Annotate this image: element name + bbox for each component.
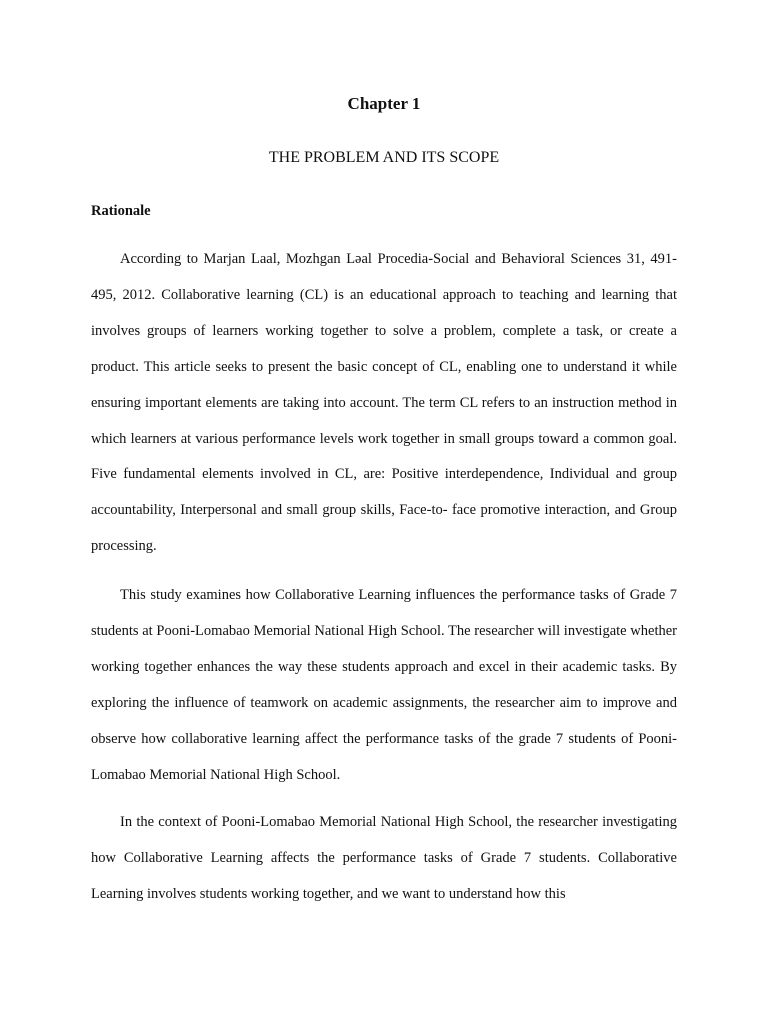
paragraph [91, 805, 677, 913]
paragraph-text: This study examines how Collaborative Learning influences the performance tasks of Grade 7 students at Pooni-Lomabao Memorial National High School. The researcher will investigate whether working together enhances the way these students approach and excel in their academic tasks. By exploring the influence of teamwork on academic assignments, the researcher aim to improve and observe how collaborative learning affect the performance tasks of the grade 7 students of Pooni-Lomabao Memorial National High School. [91, 587, 677, 783]
paragraph-text: In the context of Pooni-Lomabao Memorial National High School, the researcher investigating how Collaborative Learning affects the performance tasks of Grade 7 students. Collaborative Learning involves students working together, and we want to understand how this [91, 814, 677, 902]
paragraph [91, 242, 677, 565]
chapter-label: Chapter 1 [347, 94, 421, 113]
chapter-title: THE PROBLEM AND ITS SCOPE [268, 149, 500, 166]
paragraph-text: According to Marjan Laal, Mozhgan Ləal Procedia-Social and Behavioral Sciences 31, 491-495, 2012. Collaborative learning (CL) is an educational approach to teaching and learning that involves groups of learners working together to solve a problem, complete a task, or create a product. This article seeks to present the basic concept of CL, enabling one to understand it while ensuring important elements are taking into account. The term CL refers to an instruction method in which learners at various performance levels work together in small groups toward a common goal. Five fundamental elements involved in CL, are: Positive interdependence, Individual and group accountability, Interpersonal and small group skills, Face-to- face promotive interaction, and Group processing. [91, 251, 677, 555]
paragraph [91, 578, 677, 793]
section-heading: Rationale [91, 203, 151, 219]
